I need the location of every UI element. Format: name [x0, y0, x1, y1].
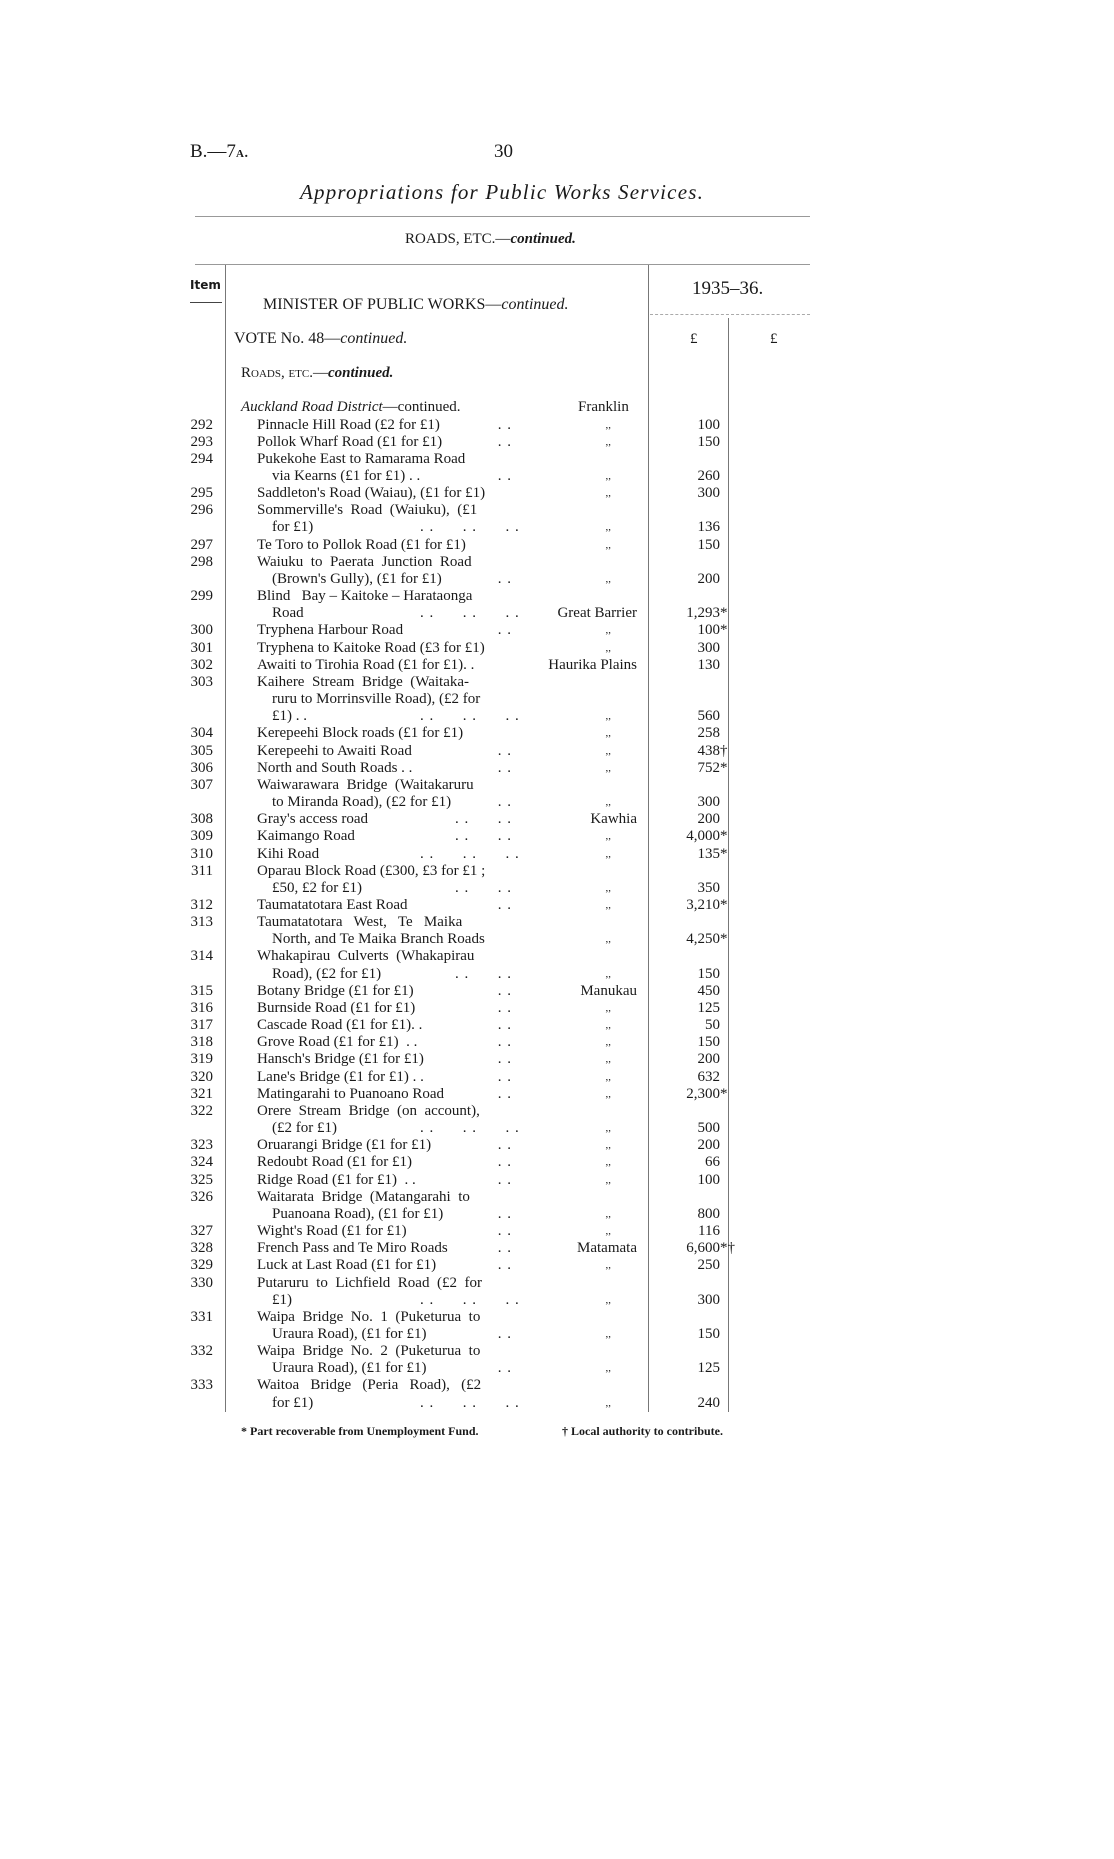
dot-leader: . .	[497, 416, 512, 433]
amount: 632	[697, 1068, 720, 1085]
dot-leader: . .	[497, 570, 512, 587]
item-description-line: £50, £2 for £1)	[272, 879, 362, 896]
item-description-line: Botany Bridge (£1 for £1)	[257, 982, 414, 999]
amount-footnote-mark: *	[720, 1085, 728, 1102]
amount: 116	[698, 1223, 720, 1240]
item-description-line: Saddleton's Road (Waiau), (£1 for £1)	[257, 485, 486, 502]
amount: 250	[697, 1257, 720, 1274]
district-ditto: ,,	[605, 1122, 611, 1135]
district-ditto: ,,	[605, 847, 611, 860]
amount: 100	[697, 622, 720, 639]
dot-leader: . .	[497, 742, 512, 759]
item-column-header: Item	[190, 278, 221, 292]
district-ditto: ,,	[605, 418, 611, 431]
dot-leader: . .	[497, 896, 512, 913]
item-number: 329	[190, 1257, 213, 1274]
district-ditto: ,,	[605, 898, 611, 911]
amount: 3,210	[686, 896, 720, 913]
reference-code: B.—7	[190, 141, 236, 162]
item-number: 310	[190, 845, 213, 862]
dot-leader: . .	[497, 1017, 512, 1034]
minister-heading-main: MINISTER OF PUBLIC WORKS—	[263, 296, 502, 313]
item-description-line: Waipa Bridge No. 2 (Puketurua to	[257, 1343, 481, 1360]
item-description-line: Oruarangi Bridge (£1 for £1)	[257, 1137, 432, 1154]
item-number: 312	[190, 896, 213, 913]
dot-leader: . .	[497, 1325, 512, 1342]
item-description-line: Waiuku to Paerata Junction Road	[257, 553, 472, 570]
item-number: 295	[190, 485, 213, 502]
footnote-asterisk: * Part recoverable from Unemployment Fund.	[241, 1424, 479, 1438]
amount: 130	[697, 656, 720, 673]
item-number: 315	[190, 982, 213, 999]
amount: 200	[697, 570, 720, 587]
item-description-line: Road	[272, 605, 304, 622]
section-heading-cont: continued.	[510, 231, 576, 247]
dot-leader: . .	[497, 999, 512, 1016]
year-header-rule	[650, 314, 810, 315]
item-number: 325	[190, 1171, 213, 1188]
item-description-line: Puanoana Road), (£1 for £1)	[272, 1205, 444, 1222]
amount: 150	[697, 965, 720, 982]
item-number: 317	[190, 1017, 213, 1034]
dot-leader: . . . . . .	[420, 605, 520, 622]
amount: 240	[697, 1394, 720, 1411]
vote-heading-main: VOTE No. 48—	[234, 330, 341, 347]
dot-leader: . .	[497, 1085, 512, 1102]
amount: 200	[697, 811, 720, 828]
item-column-rule	[225, 265, 226, 1412]
section-rule	[195, 264, 810, 265]
item-description-line: (Brown's Gully), (£1 for £1)	[272, 570, 442, 587]
dot-leader: . .	[497, 1154, 512, 1171]
item-description-line: Tryphena Harbour Road	[257, 622, 404, 639]
dot-leader: . .	[497, 1223, 512, 1240]
document-reference	[190, 141, 249, 163]
item-description-line: Wight's Road (£1 for £1)	[257, 1223, 407, 1240]
item-number: 298	[190, 553, 213, 570]
dot-leader: . .	[497, 1240, 512, 1257]
amount: 150	[697, 1034, 720, 1051]
section-heading-main: ROADS, ETC.—	[405, 231, 511, 247]
amount: 50	[705, 1017, 720, 1034]
district-ditto: ,,	[605, 1259, 611, 1272]
dot-leader: . .	[497, 794, 512, 811]
district-ditto: ,,	[605, 538, 611, 551]
item-description-line: Burnside Road (£1 for £1)	[257, 999, 416, 1016]
district-ditto: ,,	[605, 933, 611, 946]
dot-leader: . . . . . .	[420, 1394, 520, 1411]
amount-footnote-mark: *	[720, 605, 728, 622]
amount: 125	[697, 1360, 720, 1377]
district-ditto: ,,	[605, 1225, 611, 1238]
item-description-line: Uraura Road), (£1 for £1)	[272, 1325, 427, 1342]
district-ditto: ,,	[605, 1156, 611, 1169]
item-description-line: Lane's Bridge (£1 for £1) . .	[257, 1068, 424, 1085]
district-name: Matamata	[577, 1240, 637, 1257]
item-description-line: Luck at Last Road (£1 for £1)	[257, 1257, 437, 1274]
item-number: 309	[190, 828, 213, 845]
district-heading	[241, 399, 461, 416]
item-number: 320	[190, 1068, 213, 1085]
amount-footnote-mark: *	[720, 896, 728, 913]
item-number: 332	[190, 1343, 213, 1360]
item-number: 294	[190, 450, 213, 467]
amount-footnote-mark: *†	[720, 1240, 735, 1257]
district-ditto: ,,	[605, 881, 611, 894]
item-number: 328	[190, 1240, 213, 1257]
item-number: 302	[190, 656, 213, 673]
item-description-line: Taumatatotara West, Te Maika	[257, 914, 463, 931]
dot-leader: . .	[497, 1051, 512, 1068]
reference-suffix: A	[235, 148, 244, 160]
minister-heading-cont: continued.	[501, 296, 569, 313]
dot-leader: . .	[497, 1137, 512, 1154]
item-description-line: Pinnacle Hill Road (£2 for £1)	[257, 416, 440, 433]
district-ditto: ,,	[605, 572, 611, 585]
amount: 300	[697, 794, 720, 811]
item-description-line: Kaimango Road	[257, 828, 355, 845]
item-number: 300	[190, 622, 213, 639]
amount: 800	[697, 1205, 720, 1222]
dot-leader: . . . . . .	[420, 845, 520, 862]
item-number: 333	[190, 1377, 213, 1394]
dot-leader: . .	[497, 1205, 512, 1222]
dot-leader: . .	[497, 1034, 512, 1051]
item-description-line: Putaruru to Lichfield Road (£2 for	[257, 1274, 482, 1291]
dot-leader: . . . .	[455, 879, 512, 896]
dot-leader: . .	[497, 982, 512, 999]
district-ditto: ,,	[605, 1053, 611, 1066]
amount: 350	[697, 879, 720, 896]
amount: 135	[697, 845, 720, 862]
item-description-line: Uraura Road), (£1 for £1)	[272, 1360, 427, 1377]
item-number: 327	[190, 1223, 213, 1240]
item-number: 303	[190, 673, 213, 690]
item-description-line: Pukekohe East to Ramarama Road	[257, 450, 466, 467]
dot-leader: . .	[497, 433, 512, 450]
dot-leader: . .	[497, 1257, 512, 1274]
amount: 136	[697, 519, 720, 536]
minister-heading	[263, 296, 569, 314]
item-number: 307	[190, 776, 213, 793]
item-number: 331	[190, 1308, 213, 1325]
amount: 100	[697, 416, 720, 433]
item-number: 299	[190, 588, 213, 605]
district-ditto: ,,	[605, 830, 611, 843]
subsection-heading-cont: continued.	[327, 365, 394, 381]
amount: 1,293	[686, 605, 720, 622]
item-description-line: £1) . .	[272, 708, 307, 725]
item-number: 308	[190, 811, 213, 828]
vote-heading-cont: continued.	[340, 330, 408, 347]
amount-footnote-mark: *	[720, 845, 728, 862]
amount: 438	[697, 742, 720, 759]
item-number: 292	[190, 416, 213, 433]
district-ditto: ,,	[605, 1293, 611, 1306]
district-ditto: ,,	[605, 967, 611, 980]
district-ditto: ,,	[605, 641, 611, 654]
district-ditto: ,,	[605, 796, 611, 809]
item-number: 321	[190, 1085, 213, 1102]
item-description-line: Tryphena to Kaitoke Road (£3 for £1)	[257, 639, 485, 656]
district-ditto: ,,	[605, 1327, 611, 1340]
district-ditto: ,,	[605, 624, 611, 637]
item-description-line: Cascade Road (£1 for £1). .	[257, 1017, 423, 1034]
district-ditto: ,,	[605, 1362, 611, 1375]
dot-leader: . .	[497, 467, 512, 484]
item-description-line: for £1)	[272, 1394, 314, 1411]
district-ditto: ,,	[605, 761, 611, 774]
item-number: 324	[190, 1154, 213, 1171]
item-number: 314	[190, 948, 213, 965]
amount: 450	[697, 982, 720, 999]
district-ditto: ,,	[605, 1001, 611, 1014]
item-description-line: North and South Roads . .	[257, 759, 413, 776]
section-heading	[405, 231, 576, 248]
footnote-dagger: † Local authority to contribute.	[562, 1424, 723, 1438]
item-number: 318	[190, 1034, 213, 1051]
district-name: Great Barrier	[557, 605, 637, 622]
district-ditto: ,,	[605, 435, 611, 448]
amount: 66	[705, 1154, 720, 1171]
item-number: 301	[190, 639, 213, 656]
item-description-line: to Miranda Road), (£2 for £1)	[272, 794, 452, 811]
amount: 752	[697, 759, 720, 776]
item-description-line: Oparau Block Road (£300, £3 for £1 ;	[257, 862, 486, 879]
item-description-line: Taumatatotara East Road	[257, 896, 408, 913]
item-description-line: Pollok Wharf Road (£1 for £1)	[257, 433, 443, 450]
item-description-line: Waitarata Bridge (Matangarahi to	[257, 1188, 470, 1205]
amount-footnote-mark: *	[720, 622, 728, 639]
dot-leader: . .	[497, 622, 512, 639]
district-column-rule	[648, 265, 649, 1412]
item-description-line: Waiwarawara Bridge (Waitakaruru	[257, 776, 474, 793]
item-description-line: Kerepeehi to Awaiti Road	[257, 742, 412, 759]
item-number: 296	[190, 502, 213, 519]
amount: 300	[697, 639, 720, 656]
item-number: 304	[190, 725, 213, 742]
district-ditto: ,,	[605, 1036, 611, 1049]
amount: 4,250	[686, 931, 720, 948]
district-ditto: ,,	[605, 1019, 611, 1032]
item-description-line: Kihi Road	[257, 845, 320, 862]
dot-leader: . .	[497, 1360, 512, 1377]
district-franklin: Franklin	[578, 399, 629, 415]
item-description-line: Sommerville's Road (Waiuku), (£1	[257, 502, 478, 519]
item-description-line: Awaiti to Tirohia Road (£1 for £1). .	[257, 656, 475, 673]
amount-footnote-mark: *	[720, 828, 728, 845]
district-ditto: ,,	[605, 1087, 611, 1100]
item-number: 322	[190, 1102, 213, 1119]
amount: 125	[697, 999, 720, 1016]
item-description-line: via Kearns (£1 for £1) . .	[272, 467, 421, 484]
amount: 200	[697, 1051, 720, 1068]
item-description-line: Waitoa Bridge (Peria Road), (£2	[257, 1377, 482, 1394]
item-number: 311	[191, 862, 213, 879]
district-ditto: ,,	[605, 521, 611, 534]
dot-leader: . . . . . .	[420, 519, 520, 536]
item-number: 323	[190, 1137, 213, 1154]
district-heading-cont: —continued.	[382, 399, 461, 415]
dot-leader: . .	[497, 759, 512, 776]
year-column-header: 1935–36.	[692, 278, 764, 299]
item-description-line: Kerepeehi Block roads (£1 for £1)	[257, 725, 464, 742]
amount: 100	[697, 1171, 720, 1188]
item-description-line: Blind Bay – Kaitoke – Harataonga	[257, 588, 473, 605]
district-heading-main: Auckland Road District	[241, 399, 383, 415]
item-description-line: Whakapirau Culverts (Whakapirau	[257, 948, 475, 965]
item-description-line: for £1)	[272, 519, 314, 536]
amount: 200	[697, 1137, 720, 1154]
item-description-line: Grove Road (£1 for £1) . .	[257, 1034, 418, 1051]
amount: 500	[697, 1120, 720, 1137]
item-number: 305	[190, 742, 213, 759]
district-ditto: ,,	[605, 1207, 611, 1220]
dot-leader: . . . .	[455, 811, 512, 828]
item-header-rule	[190, 302, 222, 303]
district-name: Manukau	[580, 982, 637, 999]
page-number: 30	[494, 141, 513, 162]
district-ditto: ,,	[605, 487, 611, 500]
district-ditto: ,,	[605, 1139, 611, 1152]
district-ditto: ,,	[605, 710, 611, 723]
amount-footnote-mark: *	[720, 759, 728, 776]
subsection-heading-main: Roads, etc.—	[241, 365, 328, 381]
item-description-line: Hansch's Bridge (£1 for £1)	[257, 1051, 424, 1068]
dot-leader: . . . .	[455, 828, 512, 845]
subsection-heading	[241, 365, 393, 382]
amount: 150	[697, 1325, 720, 1342]
district-ditto: ,,	[605, 1396, 611, 1409]
amount: 560	[697, 708, 720, 725]
item-description-line: Orere Stream Bridge (on account),	[257, 1102, 480, 1119]
item-number: 297	[190, 536, 213, 553]
amount-footnote-mark: †	[720, 742, 728, 759]
item-description-line: Waipa Bridge No. 1 (Puketurua to	[257, 1308, 481, 1325]
item-description-line: Te Toro to Pollok Road (£1 for £1)	[257, 536, 466, 553]
page-title: Appropriations for Public Works Services.	[300, 180, 705, 204]
item-description-line: £1)	[272, 1291, 292, 1308]
item-description-line: (£2 for £1)	[272, 1120, 337, 1137]
amount: 6,600	[686, 1240, 720, 1257]
dot-leader: . . . .	[455, 965, 512, 982]
item-description-line: Kaihere Stream Bridge (Waitaka-	[257, 673, 470, 690]
district-ditto: ,,	[605, 744, 611, 757]
dot-leader: . . . . . .	[420, 708, 520, 725]
title-rule	[195, 216, 810, 217]
item-description-line: French Pass and Te Miro Roads	[257, 1240, 448, 1257]
district-ditto: ,,	[605, 1070, 611, 1083]
amount: 4,000	[686, 828, 720, 845]
dot-leader: . . . . . .	[420, 1120, 520, 1137]
item-description-line: Matingarahi to Puanoano Road	[257, 1085, 445, 1102]
dot-leader: . .	[497, 1068, 512, 1085]
district-ditto: ,,	[605, 1173, 611, 1186]
item-number: 293	[190, 433, 213, 450]
currency-header-1: £	[690, 331, 698, 347]
item-description-line: Ridge Road (£1 for £1) . .	[257, 1171, 416, 1188]
amount: 300	[697, 485, 720, 502]
amount: 150	[697, 536, 720, 553]
amount: 260	[697, 467, 720, 484]
amount: 258	[697, 725, 720, 742]
item-description-line: Redoubt Road (£1 for £1)	[257, 1154, 412, 1171]
item-description-line: Gray's access road	[257, 811, 368, 828]
district-ditto: ,,	[605, 469, 611, 482]
amount: 150	[697, 433, 720, 450]
amount-footnote-mark: *	[720, 931, 728, 948]
district-name: Haurika Plains	[548, 656, 637, 673]
item-description-line: North, and Te Maika Branch Roads	[272, 931, 485, 948]
dot-leader: . .	[497, 1171, 512, 1188]
item-number: 306	[190, 759, 213, 776]
vote-heading	[234, 330, 407, 348]
item-number: 316	[190, 999, 213, 1016]
item-number: 319	[190, 1051, 213, 1068]
item-description-line: ruru to Morrinsville Road), (£2 for	[272, 691, 481, 708]
item-number: 313	[190, 914, 213, 931]
item-description-line: Road), (£2 for £1)	[272, 965, 382, 982]
district-name: Kawhia	[590, 811, 637, 828]
dot-leader: . . . . . .	[420, 1291, 520, 1308]
reference-dot: .	[243, 141, 249, 162]
district-ditto: ,,	[605, 727, 611, 740]
amount: 300	[697, 1291, 720, 1308]
item-number: 330	[190, 1274, 213, 1291]
amount: 2,300	[686, 1085, 720, 1102]
item-number: 326	[190, 1188, 213, 1205]
currency-header-2: £	[770, 331, 778, 347]
